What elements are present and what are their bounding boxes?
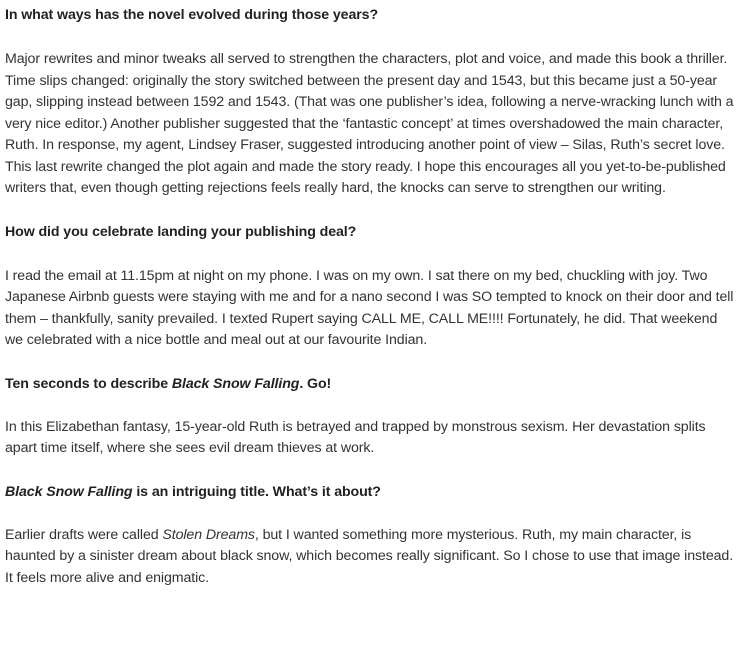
- article-body: [0, 5, 738, 589]
- answer-text: Earlier drafts were called: [5, 526, 163, 543]
- question-heading: [5, 374, 734, 395]
- question-text: . Go!: [299, 375, 332, 392]
- question-text: is an intriguing title. What’s it about?: [132, 483, 381, 500]
- book-title: Black Snow Falling: [5, 483, 133, 500]
- question-text: Ten seconds to describe: [5, 375, 172, 392]
- book-title: Black Snow Falling: [171, 375, 300, 392]
- answer-text: , but I wanted something more mysterious. Ruth, my main character, is haunted by a sinister dream about black snow, which becomes really significant. So I chose to use that image instead. It feels more alive and enigmatic.: [5, 526, 734, 586]
- answer-paragraph: Major rewrites and minor tweaks all served to strengthen the characters, plot and voice, and made this book a thriller. Time slips changed: originally the story switched between the present day and 1543, but this became just a 50-year gap, slipping instead between 1592 and 1543. (That was one publisher’s idea, following a nerve-wracking lunch with a very nice editor.) Another publisher suggested that the ‘fantastic concept’ at times overshadowed the main character, Ruth. In response, my agent, Lindsey Fraser, suggested introducing another point of view – Silas, Ruth’s secret love. This last rewrite changed the plot again and made the story ready. I hope this encourages all you yet-to-be-published writers that, even though getting rejections feels really hard, the knocks can serve to strengthen our writing.: [5, 51, 734, 196]
- question-heading: In what ways has the novel evolved during those years?: [5, 7, 379, 23]
- answer-paragraph: [5, 525, 734, 590]
- book-title: Stolen Dreams: [162, 526, 255, 543]
- question-heading: How did you celebrate landing your publishing deal?: [5, 223, 357, 240]
- answer-paragraph: In this Elizabethan fantasy, 15-year-old Ruth is betrayed and trapped by monstrous sexism. Her devastation splits apart time itself, where she sees evil dream thieves at work.: [5, 418, 706, 456]
- question-heading: [5, 482, 734, 503]
- answer-paragraph: I read the email at 11.15pm at night on my phone. I was on my own. I sat there on my bed, chuckling with joy. Two Japanese Airbnb guests were staying with me and for a nano second I was SO tempted to knock on their door and tell them – thankfully, sanity prevailed. I texted Rupert saying CALL ME, CALL ME!!!! Fortunately, he did. That weekend we celebrated with a nice bottle and meal out at our favourite Indian.: [5, 267, 734, 348]
